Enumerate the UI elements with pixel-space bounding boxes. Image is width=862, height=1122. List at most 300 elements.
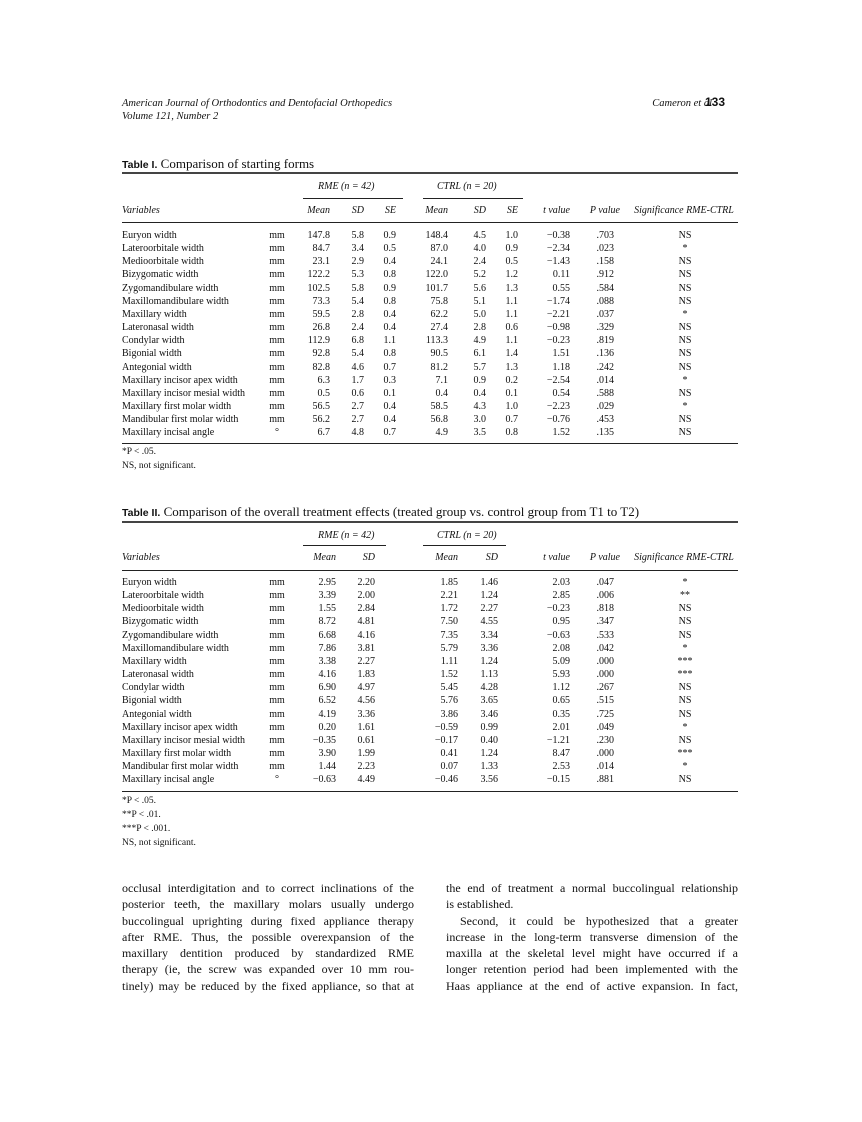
table-cell: 5.4 — [351, 348, 364, 360]
column-header: Significance RME-CTRL — [634, 552, 734, 563]
table-cell: 2.4 — [351, 322, 364, 334]
column-header: Variables — [122, 552, 160, 563]
table-cell: 4.19 — [318, 708, 336, 720]
body-column-right — [446, 880, 738, 994]
column-header: Mean — [435, 552, 458, 563]
table-cell: mm — [269, 629, 285, 641]
table-cell: 1.12 — [552, 682, 570, 694]
body-text-line: is established. — [446, 897, 514, 912]
table-cell: 0.11 — [552, 269, 570, 281]
table-cell: 0.40 — [480, 734, 498, 746]
table-cell: .588 — [596, 387, 614, 399]
table-cell: .819 — [596, 335, 614, 347]
table-cell: .037 — [596, 308, 614, 320]
table-cell: .014 — [596, 761, 614, 773]
table-cell: 0.1 — [383, 387, 396, 399]
table-cell: −0.63 — [546, 629, 570, 641]
table-cell: 0.07 — [440, 761, 458, 773]
table-cell: 5.6 — [473, 282, 486, 294]
table-cell: 147.8 — [307, 230, 330, 241]
table-cell: NS — [678, 361, 692, 373]
body-text-line: after RME. Thus, the possible overexpansion of the — [122, 929, 414, 944]
table-cell: .135 — [596, 427, 614, 439]
footnote: *P < .05. — [122, 447, 157, 457]
table-cell: NS — [678, 335, 692, 347]
column-header: Mean — [313, 552, 336, 563]
table-cell: 0.7 — [383, 361, 396, 373]
table-cell: 1.61 — [357, 721, 375, 733]
table-cell: −0.98 — [546, 322, 570, 334]
table-cell: −0.46 — [434, 774, 458, 786]
body-text-line: the end of treatment a normal buccolingual relationship — [446, 881, 738, 895]
table-cell: 5.8 — [351, 230, 364, 241]
table-cell: * — [682, 243, 688, 255]
column-header: Mean — [307, 205, 330, 216]
table1-group-rme-rule — [303, 198, 403, 199]
column-header: t value — [543, 552, 570, 563]
table-cell: 7.35 — [440, 629, 458, 641]
variable-name: Maxillary incisor apex width — [122, 721, 238, 733]
table-cell: * — [682, 308, 688, 320]
table-cell: 1.85 — [440, 577, 458, 588]
table-cell: mm — [269, 669, 285, 681]
variable-name: Maxillomandibulare width — [122, 295, 229, 307]
table-cell: .000 — [596, 655, 614, 667]
table-cell: mm — [269, 348, 285, 360]
table-cell: 6.52 — [318, 695, 336, 707]
table-cell: 92.8 — [312, 348, 330, 360]
table-cell: mm — [269, 603, 285, 615]
table-cell: 3.34 — [480, 629, 498, 641]
table-cell: 1.55 — [318, 603, 336, 615]
running-authors: Cameron et al — [652, 98, 712, 109]
table-cell: .818 — [596, 603, 614, 615]
table1-title: Comparison of starting forms — [160, 156, 315, 171]
table-cell: NS — [678, 230, 692, 241]
variable-name: Antegonial width — [122, 361, 192, 373]
table-cell: 1.51 — [552, 348, 570, 360]
table-cell: 122.0 — [425, 269, 448, 281]
table-cell: .158 — [596, 256, 614, 268]
body-text-line: maxilla at the skeletal level might have occurred if a — [446, 946, 738, 961]
table1-group-rme: RME (n = 42) — [318, 181, 375, 192]
table-cell: 0.61 — [357, 734, 375, 746]
table-cell: .515 — [596, 695, 614, 707]
table-cell: .453 — [596, 414, 614, 426]
body-text-line: Haas appliance at the end of active expansion. In fact, — [446, 978, 738, 993]
table-cell: 59.5 — [312, 308, 330, 320]
variable-name: Lateroorbitale width — [122, 590, 204, 602]
table-cell: .912 — [596, 269, 614, 281]
table2-top-rule — [122, 521, 738, 523]
body-text-line: maxillary dentition produced by standardized RME — [122, 946, 414, 961]
table-cell: mm — [269, 721, 285, 733]
variable-name: Euryon width — [122, 230, 177, 241]
variable-name: Medioorbitale width — [122, 603, 204, 615]
table-cell: 1.11 — [440, 655, 458, 667]
table-cell: *** — [677, 655, 693, 667]
table-cell: 3.65 — [480, 695, 498, 707]
table-cell: .533 — [596, 629, 614, 641]
table-cell: −0.23 — [546, 335, 570, 347]
table-cell: .023 — [596, 243, 614, 255]
table-cell: NS — [678, 629, 692, 641]
table-cell: .347 — [596, 616, 614, 628]
table-cell: 3.5 — [473, 427, 486, 439]
variable-name: Mandibular first molar width — [122, 761, 239, 773]
column-header: P value — [589, 205, 620, 216]
table-cell: 101.7 — [425, 282, 448, 294]
table-cell: 1.99 — [357, 747, 375, 759]
table1-top-rule — [122, 172, 738, 174]
journal-title: American Journal of Orthodontics and Dentofacial Orthopedics — [122, 98, 393, 109]
table-cell: 2.8 — [473, 322, 486, 334]
table-cell: mm — [269, 256, 285, 268]
table-cell: 0.5 — [383, 243, 396, 255]
table-cell: 2.01 — [552, 721, 570, 733]
table-cell: 5.1 — [473, 295, 486, 307]
table-cell: −2.34 — [546, 243, 570, 255]
variable-name: Medioorbitale width — [122, 256, 204, 268]
table-cell: 1.24 — [480, 655, 498, 667]
variable-name: Antegonial width — [122, 708, 192, 720]
variable-name: Bizygomatic width — [122, 616, 199, 628]
table-cell: NS — [678, 774, 692, 786]
table-cell: 4.3 — [473, 400, 486, 412]
table-cell: 5.45 — [440, 682, 458, 694]
table-cell: mm — [269, 590, 285, 602]
table-cell: 7.86 — [318, 642, 336, 654]
table-cell: 5.09 — [552, 655, 570, 667]
table-cell: 0.9 — [383, 282, 396, 294]
table-cell: mm — [269, 374, 285, 386]
table-cell: 4.16 — [357, 629, 375, 641]
table-cell: 3.46 — [480, 708, 498, 720]
column-header: P value — [589, 552, 620, 563]
variable-name: Maxillary incisal angle — [122, 774, 215, 786]
variable-name: Maxillary incisor apex width — [122, 374, 238, 386]
body-text-line: posterior teeth, the maxillary molars usually undergo — [122, 897, 414, 912]
table-cell: mm — [269, 655, 285, 667]
table-cell: mm — [269, 243, 285, 255]
table-cell: 4.5 — [473, 230, 486, 241]
page-number: 133 — [705, 95, 726, 109]
table-cell: 1.24 — [480, 747, 498, 759]
table-cell: 4.8 — [351, 427, 364, 439]
table-cell: NS — [678, 269, 692, 281]
table-cell: NS — [678, 603, 692, 615]
table-cell: ° — [275, 774, 279, 786]
table2-label: Table II. — [122, 507, 161, 519]
table-cell: .014 — [596, 374, 614, 386]
table-cell: NS — [678, 427, 692, 439]
table-cell: 0.5 — [505, 256, 518, 268]
table-cell: * — [682, 761, 688, 773]
table-cell: NS — [678, 708, 692, 720]
table-cell: 0.5 — [317, 387, 330, 399]
table-cell: −0.38 — [546, 230, 570, 241]
table-cell: 0.6 — [505, 322, 518, 334]
table-cell: 26.8 — [312, 322, 330, 334]
variable-name: Zygomandibulare width — [122, 282, 219, 294]
table-cell: 0.2 — [505, 374, 518, 386]
table-cell: .049 — [596, 721, 614, 733]
table-cell: 24.1 — [430, 256, 448, 268]
table-cell: 0.4 — [435, 387, 448, 399]
body-text-line: occlusal interdigitation and to correct inclinations of the — [122, 881, 414, 895]
table-cell: 3.36 — [357, 708, 375, 720]
variable-name: Condylar width — [122, 335, 185, 347]
table-cell: .725 — [596, 708, 614, 720]
table-cell: 2.00 — [357, 590, 375, 602]
table-cell: 0.4 — [383, 400, 396, 412]
table-cell: 4.16 — [318, 669, 336, 681]
variable-name: Bizygomatic width — [122, 269, 199, 281]
table-cell: mm — [269, 230, 285, 241]
table-cell: 7.1 — [435, 374, 448, 386]
table-cell: mm — [269, 642, 285, 654]
column-header: SE — [506, 205, 518, 216]
table-cell: 1.2 — [505, 269, 518, 281]
table-cell: 1.0 — [505, 400, 518, 412]
table-cell: 1.1 — [505, 308, 518, 320]
table-cell: 2.20 — [357, 577, 375, 588]
table-cell: 2.23 — [357, 761, 375, 773]
table2-group-ctrl-rule — [423, 545, 506, 546]
table-cell: *** — [677, 747, 693, 759]
table-cell: −0.63 — [312, 774, 336, 786]
table1-header-rule — [122, 222, 738, 223]
variable-name: Bigonial width — [122, 695, 182, 707]
table-cell: ** — [680, 590, 690, 602]
table-cell: 4.28 — [480, 682, 498, 694]
table-cell: mm — [269, 734, 285, 746]
variable-name: Maxillary incisor mesial width — [122, 387, 246, 399]
table-cell: NS — [678, 682, 692, 694]
column-header: t value — [543, 205, 570, 216]
table-cell: 5.76 — [440, 695, 458, 707]
table-cell: 0.4 — [383, 322, 396, 334]
table-cell: mm — [269, 682, 285, 694]
table-cell: 2.8 — [351, 308, 364, 320]
table-cell: 0.35 — [552, 708, 570, 720]
body-text-line: buccolingual uprighting during fixed appliance therapy — [122, 913, 414, 928]
table-cell: 0.3 — [383, 374, 396, 386]
table-cell: −1.74 — [546, 295, 570, 307]
table-cell: 6.1 — [473, 348, 486, 360]
table-cell: NS — [678, 322, 692, 334]
table-cell: 82.8 — [312, 361, 330, 373]
table-cell: NS — [678, 295, 692, 307]
table-cell: 4.6 — [351, 361, 364, 373]
table-cell: * — [682, 721, 688, 733]
table-cell: .329 — [596, 322, 614, 334]
table-cell: 122.2 — [307, 269, 330, 281]
table-cell: 58.5 — [430, 400, 448, 412]
body-text-line: increase in the long-term transverse dimension of the — [446, 929, 738, 944]
table-cell: 2.08 — [552, 642, 570, 654]
table-cell: −0.76 — [546, 414, 570, 426]
table-cell: 5.79 — [440, 642, 458, 654]
table-cell: 2.7 — [351, 400, 364, 412]
table-cell: −0.17 — [434, 734, 458, 746]
table-cell: NS — [678, 387, 692, 399]
column-header: Significance RME-CTRL — [634, 205, 734, 216]
table-cell: 1.72 — [440, 603, 458, 615]
table-cell: 0.99 — [480, 721, 498, 733]
table-cell: mm — [269, 400, 285, 412]
variable-name: Maxillary width — [122, 308, 187, 320]
table-cell: * — [682, 642, 688, 654]
table-cell: 1.33 — [480, 761, 498, 773]
table-cell: 5.93 — [552, 669, 570, 681]
table-cell: 2.27 — [480, 603, 498, 615]
table-cell: 112.9 — [307, 335, 330, 347]
footnote: **P < .01. — [122, 810, 161, 820]
variable-name: Maxillary incisal angle — [122, 427, 215, 439]
table-cell: −0.23 — [546, 603, 570, 615]
table-cell: 0.9 — [505, 243, 518, 255]
table-cell: 2.03 — [552, 577, 570, 588]
table2-group-rme: RME (n = 42) — [318, 530, 375, 541]
table-cell: 56.8 — [430, 414, 448, 426]
table-cell: mm — [269, 295, 285, 307]
table2-bottom-rule — [122, 791, 738, 792]
variable-name: Maxillary width — [122, 655, 187, 667]
table2-group-ctrl: CTRL (n = 20) — [437, 530, 497, 541]
column-header: SD — [351, 205, 364, 216]
variable-name: Lateronasal width — [122, 322, 194, 334]
table-cell: .000 — [596, 747, 614, 759]
variable-name: Euryon width — [122, 577, 177, 588]
table-cell: mm — [269, 708, 285, 720]
table-cell: 113.3 — [425, 335, 448, 347]
table-cell: NS — [678, 414, 692, 426]
table-cell: .881 — [596, 774, 614, 786]
table-cell: .242 — [596, 361, 614, 373]
table-cell: 0.4 — [383, 414, 396, 426]
table-cell: 2.4 — [473, 256, 486, 268]
table-cell: 7.50 — [440, 616, 458, 628]
footnote: ***P < .001. — [122, 824, 171, 834]
table-cell: 27.4 — [430, 322, 448, 334]
table-cell: .584 — [596, 282, 614, 294]
variable-name: Condylar width — [122, 682, 185, 694]
table-cell: NS — [678, 256, 692, 268]
table-cell: −0.15 — [546, 774, 570, 786]
variable-name: Maxillary first molar width — [122, 747, 232, 759]
table-cell: 90.5 — [430, 348, 448, 360]
table-cell: 6.90 — [318, 682, 336, 694]
table-cell: 5.7 — [473, 361, 486, 373]
table-cell: 4.9 — [473, 335, 486, 347]
table-cell: .000 — [596, 669, 614, 681]
table-cell: NS — [678, 282, 692, 294]
table-cell: .042 — [596, 642, 614, 654]
table-cell: 56.2 — [312, 414, 330, 426]
variable-name: Maxillomandibulare width — [122, 642, 229, 654]
table-cell: 1.24 — [480, 590, 498, 602]
variable-name: Maxillary first molar width — [122, 400, 232, 412]
column-header: SD — [473, 205, 486, 216]
body-text-line: Second, it could be hypothesized that a greater — [460, 913, 738, 928]
table-cell: mm — [269, 414, 285, 426]
variable-name: Zygomandibulare width — [122, 629, 219, 641]
variable-name: Maxillary incisor mesial width — [122, 734, 246, 746]
table-cell: −1.43 — [546, 256, 570, 268]
table-cell: −0.59 — [434, 721, 458, 733]
table-cell: *** — [677, 669, 693, 681]
table-cell: mm — [269, 322, 285, 334]
table-cell: .006 — [596, 590, 614, 602]
table-cell: 5.3 — [351, 269, 364, 281]
table-cell: mm — [269, 308, 285, 320]
table-cell: .029 — [596, 400, 614, 412]
table1-group-ctrl: CTRL (n = 20) — [437, 181, 497, 192]
table-cell: mm — [269, 695, 285, 707]
table-cell: 4.9 — [435, 427, 448, 439]
table-cell: 2.85 — [552, 590, 570, 602]
table-cell: .230 — [596, 734, 614, 746]
table-cell: 1.4 — [505, 348, 518, 360]
table-cell: * — [682, 577, 688, 588]
table-cell: mm — [269, 761, 285, 773]
table-cell: 1.44 — [318, 761, 336, 773]
table-cell: 5.8 — [351, 282, 364, 294]
table-cell: 2.21 — [440, 590, 458, 602]
table-cell: 1.7 — [351, 374, 364, 386]
table-cell: 2.53 — [552, 761, 570, 773]
table-cell: 0.65 — [552, 695, 570, 707]
variable-name: Bigonial width — [122, 348, 182, 360]
table-cell: 4.0 — [473, 243, 486, 255]
table-cell: 2.9 — [351, 256, 364, 268]
column-header: Variables — [122, 205, 160, 216]
table-cell: 1.0 — [505, 230, 518, 241]
table-cell: ° — [275, 427, 279, 439]
table-cell: 2.95 — [318, 577, 336, 588]
table-cell: −1.21 — [546, 734, 570, 746]
table-cell: 0.54 — [552, 387, 570, 399]
footnote: *P < .05. — [122, 796, 157, 806]
table-cell: NS — [678, 616, 692, 628]
table-cell: 0.4 — [473, 387, 486, 399]
table-cell: 102.5 — [307, 282, 330, 294]
journal-volume: Volume 121, Number 2 — [122, 111, 219, 122]
table-cell: 6.68 — [318, 629, 336, 641]
table-cell: 62.2 — [430, 308, 448, 320]
table-cell: 73.3 — [312, 295, 330, 307]
table-cell: −0.35 — [312, 734, 336, 746]
table1-group-ctrl-rule — [423, 198, 523, 199]
table-cell: 5.2 — [473, 269, 486, 281]
table-cell: NS — [678, 348, 692, 360]
table1-bottom-rule — [122, 443, 738, 444]
table2-title: Comparison of the overall treatment effects (treated group vs. control group from T1 to T2) — [163, 504, 640, 519]
table2-header-rule — [122, 570, 738, 571]
table-cell: 4.56 — [357, 695, 375, 707]
table-cell: 56.5 — [312, 400, 330, 412]
table-cell: 3.36 — [480, 642, 498, 654]
table1-caption — [122, 156, 314, 172]
table-cell: 84.7 — [312, 243, 330, 255]
table-cell: 4.81 — [357, 616, 375, 628]
column-header: SD — [485, 552, 498, 563]
body-text-line: therapy (ie, the screw was expanded over 10 mm rou- — [122, 962, 414, 977]
table-cell: 1.83 — [357, 669, 375, 681]
table-cell: 0.41 — [440, 747, 458, 759]
table-cell: 1.3 — [505, 361, 518, 373]
